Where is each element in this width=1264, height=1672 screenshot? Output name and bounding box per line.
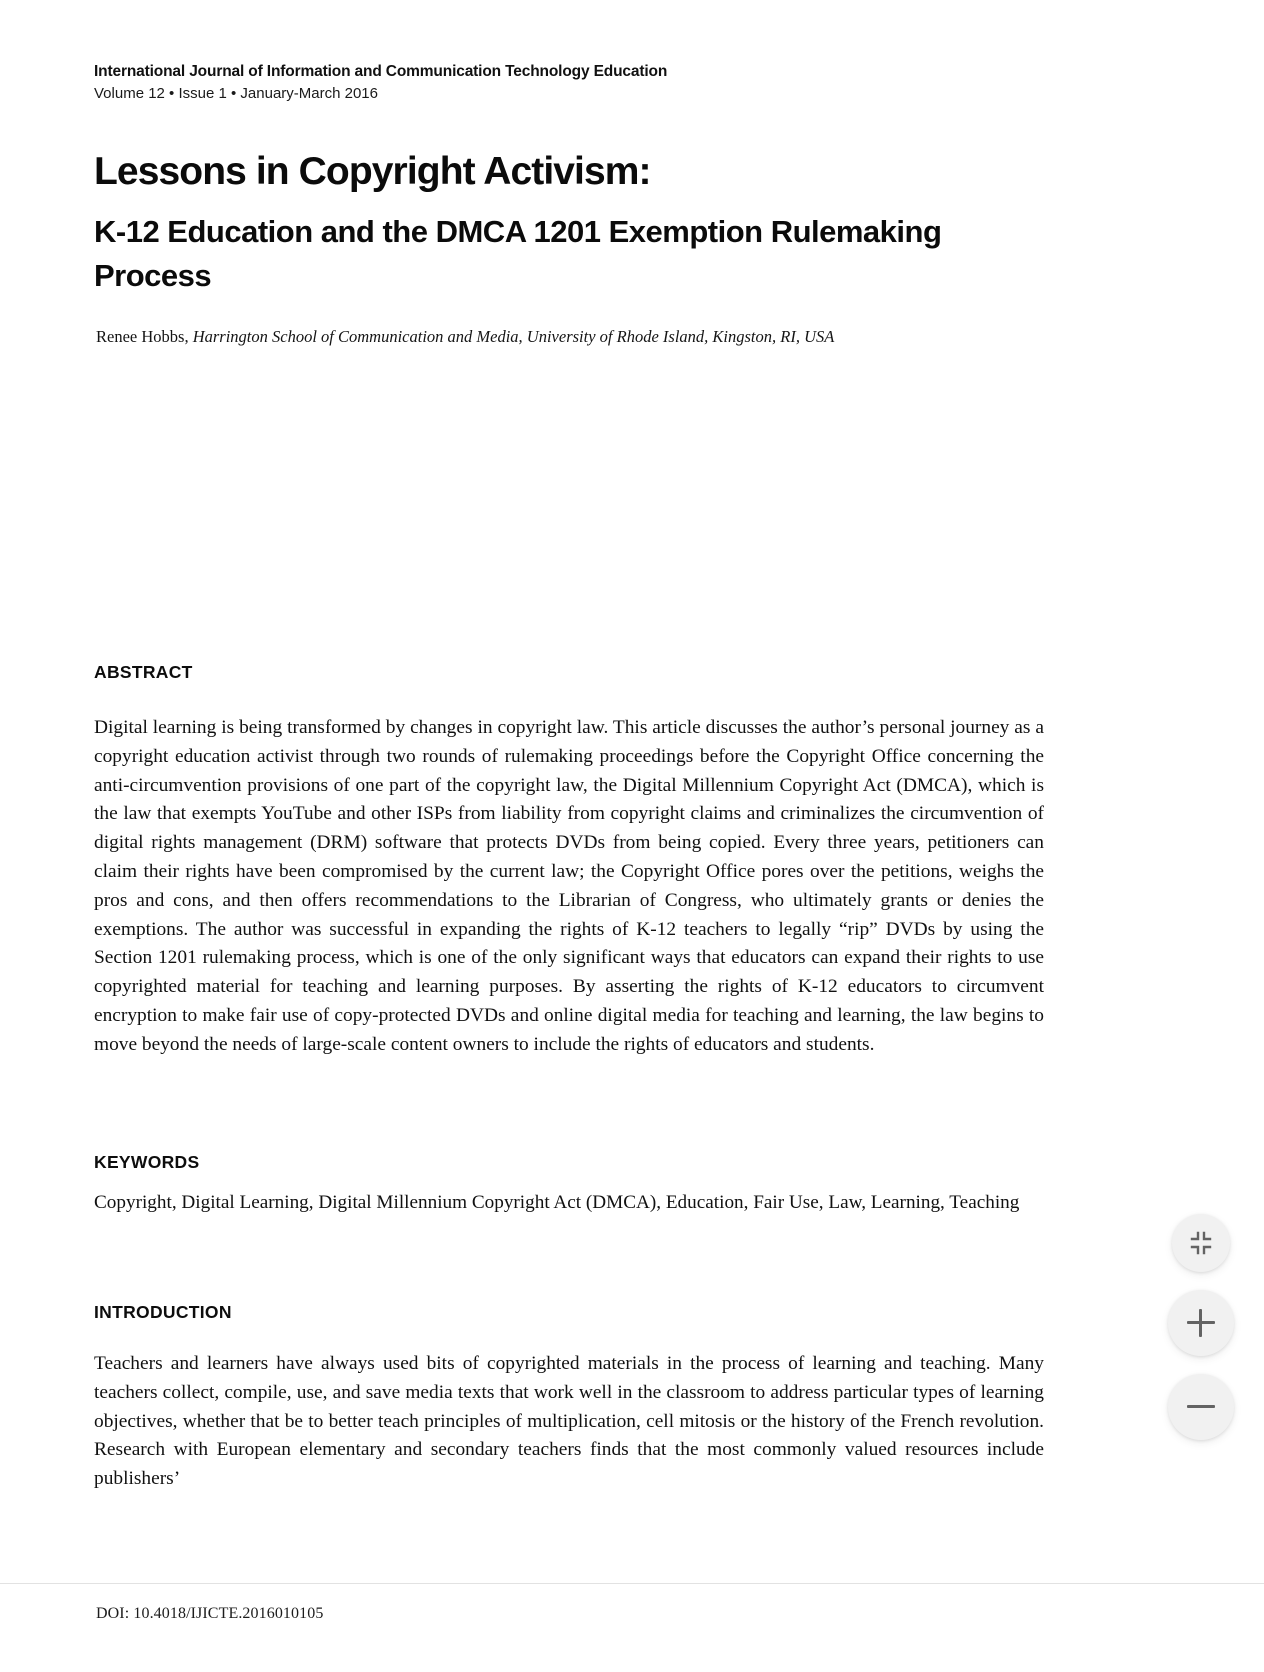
zoom-out-button[interactable] (1168, 1374, 1234, 1440)
minus-icon (1187, 1393, 1215, 1421)
author-affiliation: Harrington School of Communication and Media, University of Rhode Island, Kingston, RI, USA (192, 327, 835, 346)
keywords-body: Copyright, Digital Learning, Digital Millennium Copyright Act (DMCA), Education, Fair Use, Law, Learning, Teaching (94, 1192, 1020, 1213)
author-byline (96, 325, 1116, 348)
journal-issue-line: Volume 12 • Issue 1 • January-March 2016 (94, 85, 378, 103)
footer-divider (0, 1583, 1264, 1584)
article-title-main: Lessons in Copyright Activism: (94, 150, 651, 193)
fit-to-width-button[interactable] (1172, 1214, 1230, 1272)
keywords-heading: KEYWORDS (94, 1152, 200, 1172)
zoom-in-button[interactable] (1168, 1290, 1234, 1356)
journal-running-head (94, 62, 1094, 105)
abstract-heading: ABSTRACT (94, 662, 193, 682)
author-name: Renee Hobbs, (96, 327, 193, 346)
introduction-body: Teachers and learners have always used bits of copyrighted materials in the process of learning and teaching. Many teachers collect, compile, use, and save media texts that work well in the classroom to address particular types of learning objectives, whether that be to better teach principles of multiplication, cell mitosis or the history of the French revolution. Research with European elementary and secondary teachers finds that the most commonly valued resources include publishers’ (94, 1353, 1044, 1490)
plus-icon (1187, 1309, 1215, 1337)
introduction-heading: INTRODUCTION (94, 1302, 232, 1322)
fit-screen-icon (1188, 1230, 1214, 1256)
doi-line: DOI: 10.4018/IJICTE.2016010105 (96, 1605, 324, 1622)
zoom-controls (1166, 1214, 1236, 1440)
article-title-subtitle: K-12 Education and the DMCA 1201 Exemption Rulemaking Process (94, 214, 942, 294)
journal-title: International Journal of Information and Communication Technology Education (94, 63, 668, 80)
abstract-body: Digital learning is being transformed by changes in copyright law. This article discusses the author’s personal journey as a copyright education activist through two rounds of rulemaking proceedings before the Copyright Office concerning the anti-circumvention provisions of one part of the copyright law, the Digital Millennium Copyright Act (DMCA), which is the law that exempts YouTube and other ISPs from liability from copyright claims and criminalizes the circumvention of digital rights management (DRM) software that protects DVDs from being copied. Every three years, petitioners can claim their rights have been compromised by the current law; the Copyright Office pores over the petitions, weighs the pros and cons, and then offers recommendations to the Librarian of Congress, who ultimately grants or denies the exemptions. The author was successful in expanding the rights of K-12 teachers to legally “rip” DVDs by using the Section 1201 rulemaking process, which is one of the only significant ways that educators can expand their rights to use copyrighted material for teaching and learning purposes. By asserting the rights of K-12 educators to circumvent encryption to make fair use of copy-protected DVDs and online digital media for teaching and learning, the law begins to move beyond the needs of large-scale content owners to include the rights of educators and students. (94, 717, 1044, 1055)
